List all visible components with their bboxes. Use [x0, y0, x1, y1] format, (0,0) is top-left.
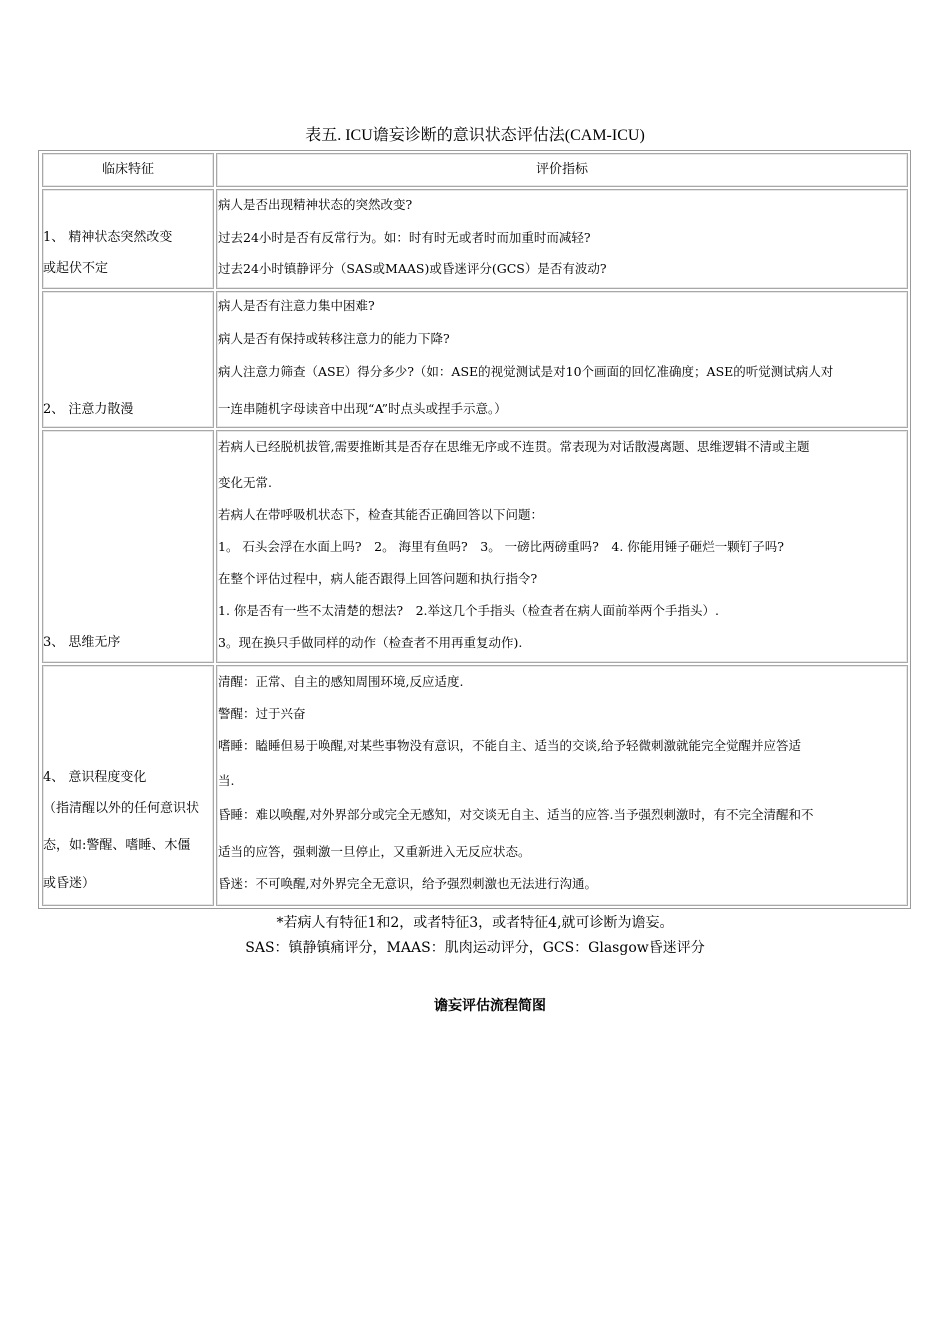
criteria-line: 清醒：正常、自主的感知周围环境,反应适度. — [218, 674, 464, 689]
feature-cell-3 — [42, 430, 214, 663]
criteria-line: 病人注意力筛查（ASE）得分多少?（如：ASE的视觉测试是对10个画面的回忆准确度；ASE的听觉测试病人对 — [218, 364, 834, 379]
flowchart-title: 谵妄评估流程简图 — [434, 998, 546, 1014]
feature-text: 2、 注意力散漫 — [43, 402, 134, 417]
criteria-line: 嗜睡：瞌睡但易于唤醒,对某些事物没有意识，不能自主、适当的交谈,给予轻微刺激就能完全觉醒并应答适 — [218, 738, 801, 753]
criteria-line: 过去24小时是否有反常行为。如：时有时无或者时而加重时而减轻? — [218, 230, 591, 245]
criteria-cell-3 — [216, 430, 908, 663]
criteria-line: 病人是否有保持或转移注意力的能力下降? — [218, 331, 450, 346]
table-header-row — [39, 153, 910, 187]
criteria-line: 病人是否有注意力集中困难? — [218, 298, 375, 313]
criteria-line: 1. 你是否有一些不太清楚的想法? 2.举这几个手指头（检查者在病人面前举两个手指头）. — [218, 603, 720, 618]
criteria-line: 变化无常. — [218, 475, 272, 490]
table-title: 表五. ICU谵妄诊断的意识状态评估法(CAM-ICU) — [305, 127, 645, 144]
criteria-line: 若病人已经脱机拔管,需要推断其是否存在思维无序或不连贯。常表现为对话散漫离题、思维逻辑不清或主题 — [218, 439, 810, 454]
criteria-cell-4 — [216, 665, 908, 906]
criteria-line: 昏迷：不可唤醒,对外界完全无意识，给予强烈刺激也无法进行沟通。 — [218, 876, 597, 891]
table-row — [39, 291, 910, 428]
feature-text: 3、 思维无序 — [43, 635, 121, 650]
criteria-line: 1。 石头会浮在水面上吗? 2。 海里有鱼吗? 3。 一磅比两磅重吗? 4. 你能用锤子砸烂一颗钉子吗? — [218, 539, 784, 554]
feature-cell-2 — [42, 291, 214, 428]
criteria-line: 在整个评估过程中，病人能否跟得上回答问题和执行指令? — [218, 571, 538, 586]
criteria-line: 若病人在带呼吸机状态下，检查其能否正确回答以下问题： — [218, 507, 544, 522]
feature-text: 1、 精神状态突然改变 — [43, 230, 173, 245]
cam-icu-table — [38, 150, 911, 909]
criteria-line: 病人是否出现精神状态的突然改变? — [218, 197, 413, 212]
criteria-line: 当. — [218, 773, 235, 788]
header-criteria-label: 评价指标 — [535, 162, 588, 177]
feature-cell-1 — [42, 189, 214, 289]
header-feature-label: 临床特征 — [101, 162, 154, 177]
table-row — [39, 189, 910, 289]
feature-text: 或昏迷） — [43, 876, 96, 891]
criteria-line: 适当的应答，强刺激一旦停止，又重新进入无反应状态。 — [218, 844, 531, 859]
feature-text: 或起伏不定 — [43, 261, 109, 276]
abbreviation-note: SAS：镇静镇痛评分，MAAS：肌肉运动评分，GCS：Glasgow昏迷评分 — [245, 940, 705, 956]
criteria-line: 一连串随机字母读音中出现“A”时点头或捏手示意。） — [218, 401, 507, 416]
criteria-cell-1 — [216, 189, 908, 289]
header-cell-criteria — [216, 153, 908, 187]
criteria-line: 过去24小时镇静评分（SAS或MAAS)或昏迷评分(GCS）是否有波动? — [218, 261, 607, 276]
criteria-line: 3。现在换只手做同样的动作（检查者不用再重复动作). — [218, 635, 523, 650]
feature-text: 4、 意识程度变化 — [43, 770, 147, 785]
feature-text: 态，如:警醒、嗜睡、木僵 — [43, 838, 191, 853]
table-row — [39, 665, 910, 906]
criteria-line: 警醒：过于兴奋 — [218, 706, 306, 721]
feature-text: （指清醒以外的任何意识状 — [43, 801, 200, 816]
criteria-line: 昏睡：难以唤醒,对外界部分或完全无感知，对交谈无自主、适当的应答.当予强烈刺激时，有不完全清醒和不 — [218, 807, 814, 822]
table-row — [39, 430, 910, 663]
diagnosis-note: *若病人有特征1和2，或者特征3，或者特征4,就可诊断为谵妄。 — [276, 915, 674, 931]
criteria-cell-2 — [216, 291, 908, 428]
feature-cell-4 — [42, 665, 214, 906]
header-cell-feature — [42, 153, 214, 187]
